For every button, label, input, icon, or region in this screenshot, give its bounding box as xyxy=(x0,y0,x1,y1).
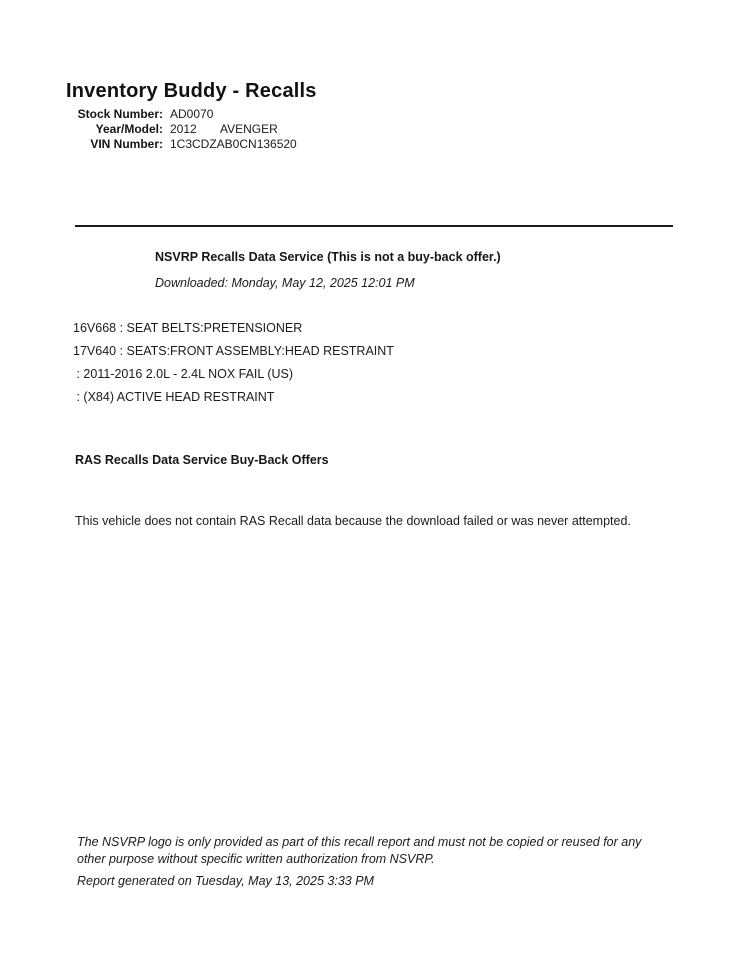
year-value: 2012 xyxy=(170,122,197,136)
ras-section-heading: RAS Recalls Data Service Buy-Back Offers xyxy=(75,453,329,467)
nsvrp-downloaded-timestamp: Downloaded: Monday, May 12, 2025 12:01 PM xyxy=(155,276,415,290)
model-value: AVENGER xyxy=(220,122,278,136)
stock-number-label: Stock Number: xyxy=(77,107,163,121)
year-model-label: Year/Model: xyxy=(95,122,163,136)
year-model-row xyxy=(66,122,297,137)
recall-item: 16V668 : SEAT BELTS:PRETENSIONER xyxy=(73,321,303,335)
vin-number-label: VIN Number: xyxy=(90,137,163,151)
nsvrp-logo-disclaimer: The NSVRP logo is only provided as part of this recall report and must not be copied or reused for any other purpose without specific written authorization from NSVRP. xyxy=(77,835,642,866)
ras-no-data-message: This vehicle does not contain RAS Recall data because the download failed or was never attempted. xyxy=(75,514,631,528)
recall-item: : 2011-2016 2.0L - 2.4L NOX FAIL (US) xyxy=(73,367,294,381)
vin-number-row xyxy=(66,137,297,152)
section-divider-line xyxy=(75,225,673,227)
page-title: Inventory Buddy - Recalls xyxy=(66,80,317,102)
report-generated-timestamp: Report generated on Tuesday, May 13, 2025 3:33 PM xyxy=(77,874,374,888)
stock-number-value: AD0070 xyxy=(170,107,214,121)
stock-number-row xyxy=(66,107,297,122)
nsvrp-section-heading: NSVRP Recalls Data Service (This is not a buy-back offer.) xyxy=(155,250,501,264)
recall-item: : (X84) ACTIVE HEAD RESTRAINT xyxy=(73,390,275,404)
vin-number-value: 1C3CDZAB0CN136520 xyxy=(170,137,297,151)
recall-item: 17V640 : SEATS:FRONT ASSEMBLY:HEAD RESTRAINT xyxy=(73,344,394,358)
recall-list xyxy=(73,317,394,409)
vehicle-info-block xyxy=(66,107,297,152)
